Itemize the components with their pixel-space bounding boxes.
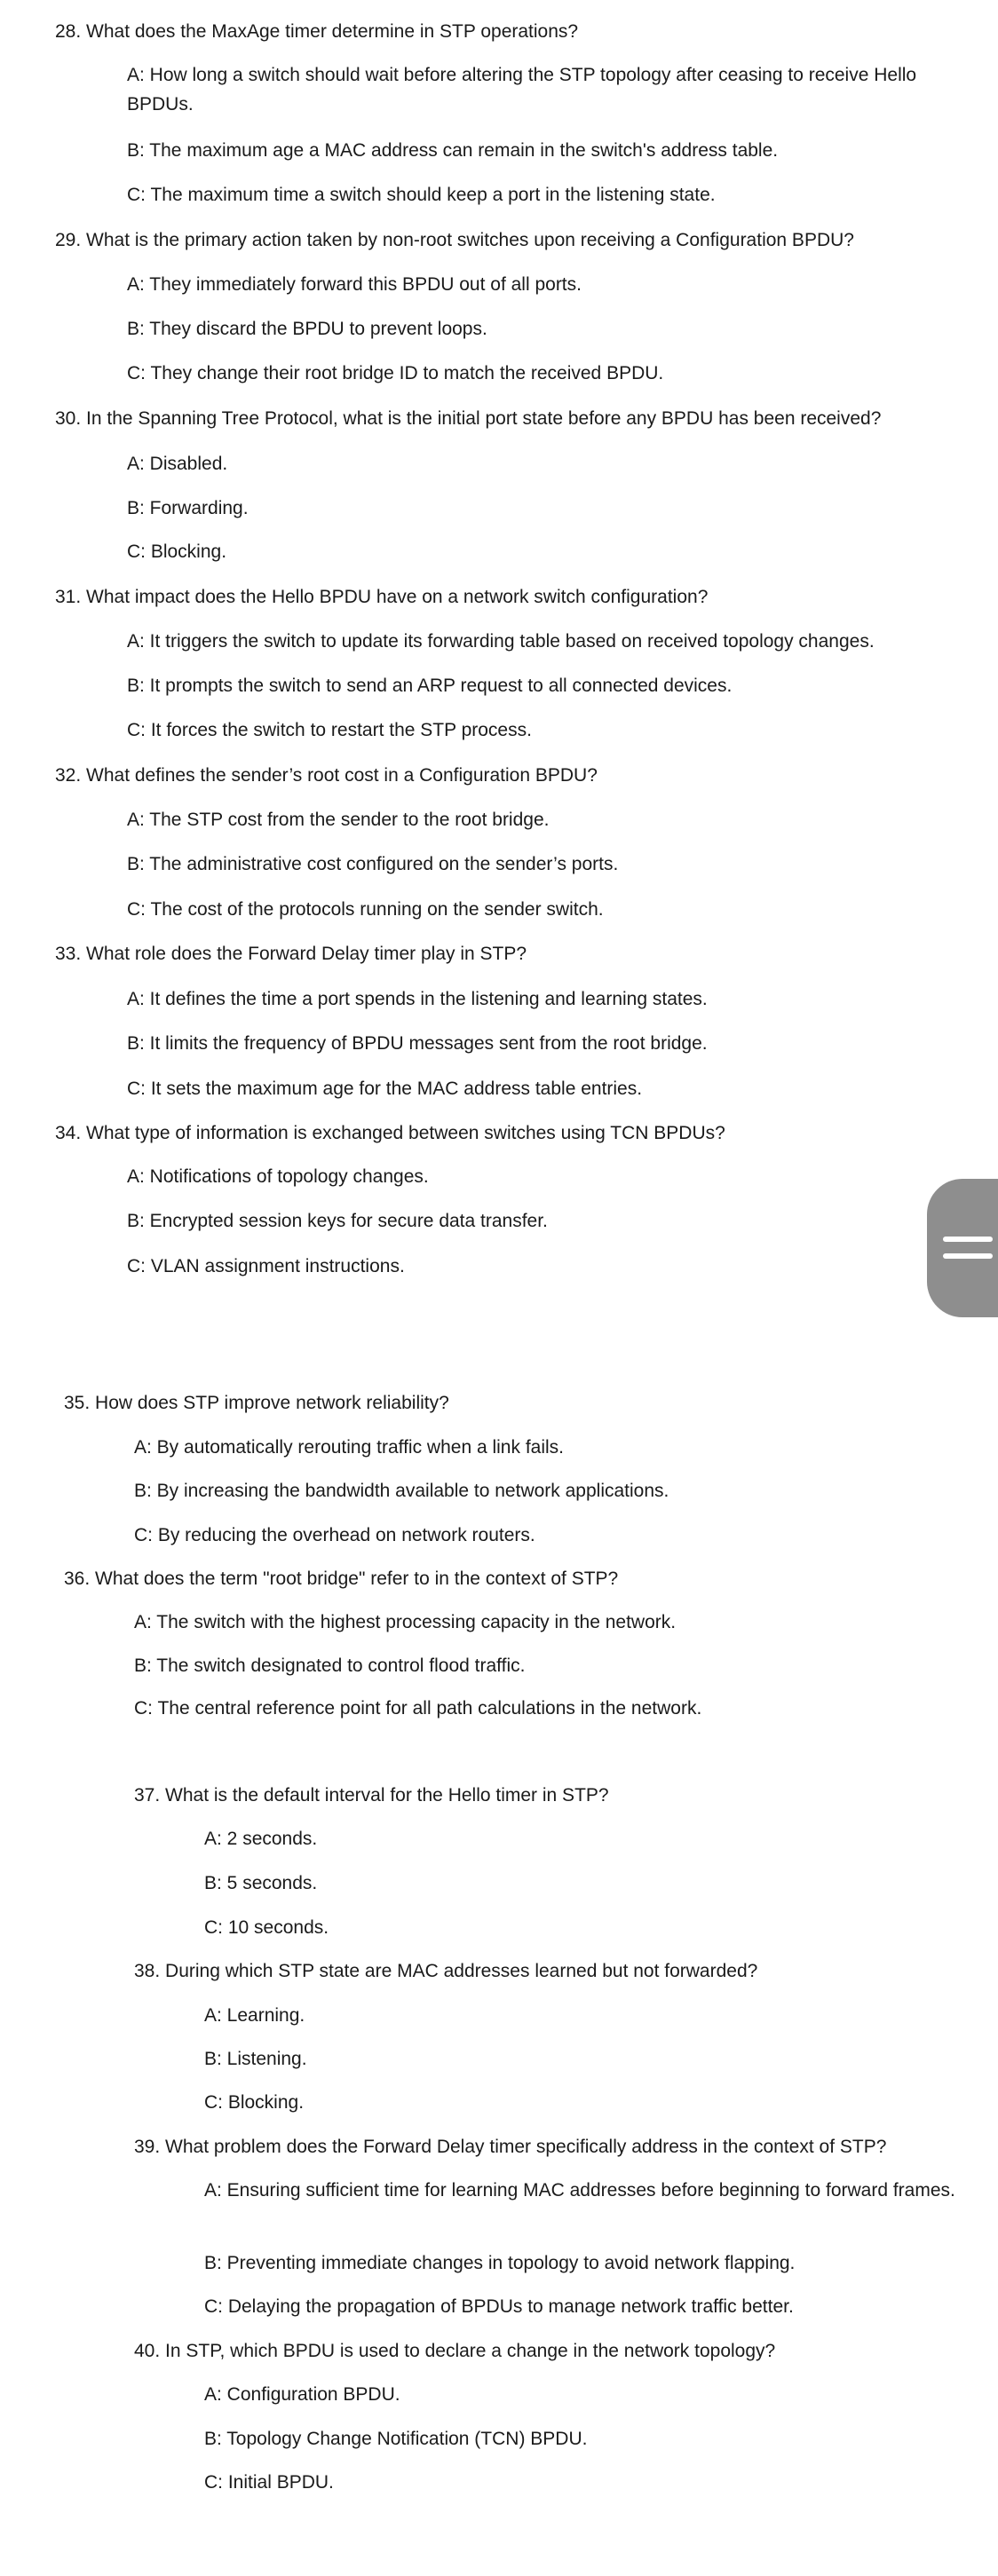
answer-30-b: B: Forwarding.: [127, 498, 249, 518]
question-31: 31. What impact does the Hello BPDU have on a network switch configuration?: [55, 587, 709, 607]
answer-30-c: C: Blocking.: [127, 541, 227, 562]
question-37: 37. What is the default interval for the Hello timer in STP?: [134, 1785, 609, 1806]
question-32: 32. What defines the sender’s root cost in a Configuration BPDU?: [55, 765, 598, 786]
answer-35-b: B: By increasing the bandwidth available to network applications.: [134, 1481, 669, 1501]
question-29: 29. What is the primary action taken by non-root switches upon receiving a Configuration BPDU?: [55, 230, 854, 250]
answer-40-a: A: Configuration BPDU.: [204, 2384, 400, 2405]
answer-38-a: A: Learning.: [204, 2005, 305, 2026]
answer-30-a: A: Disabled.: [127, 454, 228, 474]
answer-39-a: A: Ensuring sufficient time for learning MAC addresses before beginning to forward frames.: [204, 2180, 955, 2201]
answer-38-b: B: Listening.: [204, 2049, 307, 2069]
answer-28-a: A: How long a switch should wait before altering the STP topology after ceasing to receive Hello BPDUs.: [127, 65, 917, 115]
answer-36-a: A: The switch with the highest processing capacity in the network.: [134, 1612, 677, 1632]
answer-33-c: C: It sets the maximum age for the MAC address table entries.: [127, 1079, 643, 1099]
answer-32-c: C: The cost of the protocols running on the sender switch.: [127, 899, 604, 920]
answer-31-a: A: It triggers the switch to update its forwarding table based on received topology changes.: [127, 631, 875, 652]
scroll-handle[interactable]: [927, 1179, 998, 1317]
answer-29-a: A: They immediately forward this BPDU out of all ports.: [127, 274, 582, 295]
answer-36-c: C: The central reference point for all path calculations in the network.: [134, 1698, 702, 1719]
answer-34-b: B: Encrypted session keys for secure data transfer.: [127, 1211, 548, 1231]
answer-28-c: C: The maximum time a switch should keep a port in the listening state.: [127, 185, 716, 205]
answer-36-b: B: The switch designated to control flood traffic.: [134, 1655, 526, 1676]
answer-37-c: C: 10 seconds.: [204, 1917, 329, 1938]
answer-31-b: B: It prompts the switch to send an ARP request to all connected devices.: [127, 676, 733, 696]
question-36: 36. What does the term "root bridge" refer to in the context of STP?: [64, 1569, 619, 1589]
answer-35-a: A: By automatically rerouting traffic when a link fails.: [134, 1437, 564, 1458]
answer-33-b: B: It limits the frequency of BPDU messages sent from the root bridge.: [127, 1033, 708, 1054]
answer-34-a: A: Notifications of topology changes.: [127, 1166, 429, 1187]
answer-39-b: B: Preventing immediate changes in topology to avoid network flapping.: [204, 2253, 796, 2273]
answer-37-a: A: 2 seconds.: [204, 1829, 318, 1849]
answer-29-c: C: They change their root bridge ID to match the received BPDU.: [127, 363, 664, 383]
answer-33-a: A: It defines the time a port spends in the listening and learning states.: [127, 989, 708, 1009]
answer-38-c: C: Blocking.: [204, 2092, 305, 2113]
grip-bar-icon: [943, 1237, 993, 1242]
question-40: 40. In STP, which BPDU is used to declare a change in the network topology?: [134, 2341, 776, 2361]
answer-35-c: C: By reducing the overhead on network routers.: [134, 1525, 535, 1545]
question-28: 28. What does the MaxAge timer determine in STP operations?: [55, 21, 579, 42]
answer-29-b: B: They discard the BPDU to prevent loops.: [127, 319, 487, 339]
answer-39-c: C: Delaying the propagation of BPDUs to manage network traffic better.: [204, 2296, 794, 2317]
answer-40-c: C: Initial BPDU.: [204, 2472, 334, 2493]
question-38: 38. During which STP state are MAC addresses learned but not forwarded?: [134, 1961, 758, 1981]
answer-31-c: C: It forces the switch to restart the STP process.: [127, 720, 532, 740]
answer-37-b: B: 5 seconds.: [204, 1873, 318, 1893]
question-35: 35. How does STP improve network reliability?: [64, 1393, 449, 1413]
question-30: 30. In the Spanning Tree Protocol, what is the initial port state before any BPDU has been received?: [55, 408, 882, 429]
answer-32-a: A: The STP cost from the sender to the root bridge.: [127, 810, 550, 830]
question-33: 33. What role does the Forward Delay timer play in STP?: [55, 944, 527, 964]
question-34: 34. What type of information is exchanged between switches using TCN BPDUs?: [55, 1123, 725, 1143]
answer-40-b: B: Topology Change Notification (TCN) BPDU.: [204, 2429, 588, 2449]
answer-34-c: C: VLAN assignment instructions.: [127, 1256, 405, 1276]
grip-bar-icon: [943, 1253, 993, 1259]
answer-28-b: B: The maximum age a MAC address can remain in the switch's address table.: [127, 140, 779, 161]
question-39: 39. What problem does the Forward Delay timer specifically address in the context of STP?: [134, 2137, 887, 2157]
answer-32-b: B: The administrative cost configured on the sender’s ports.: [127, 854, 619, 874]
